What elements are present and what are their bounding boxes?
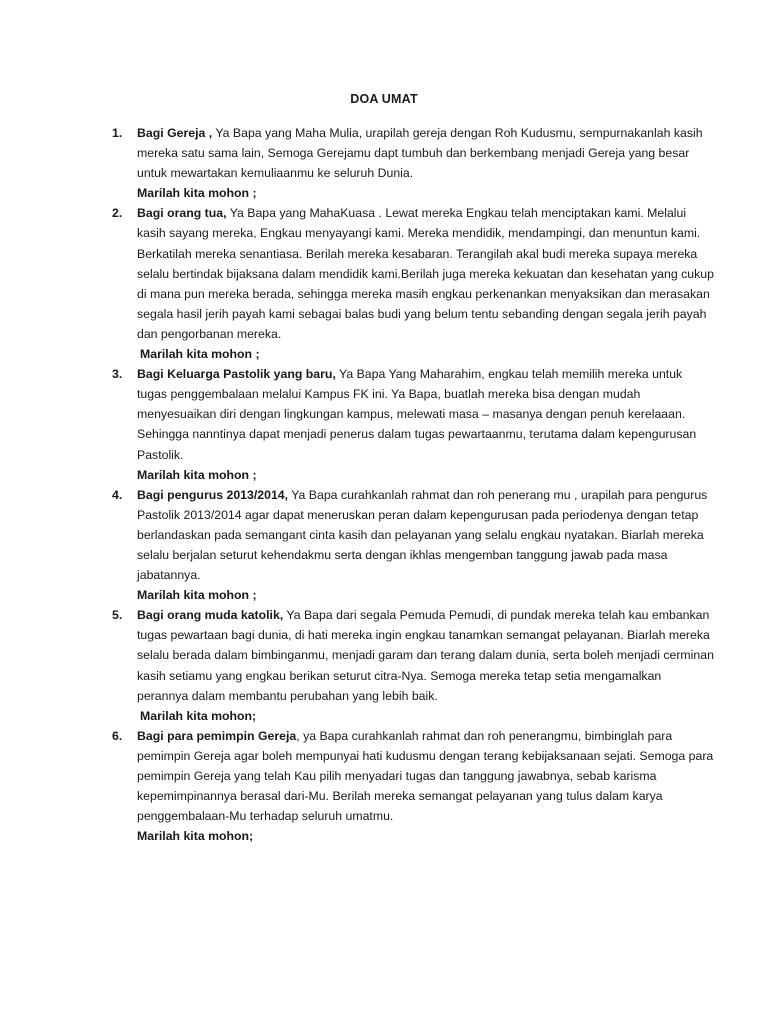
list-item bbox=[104, 203, 714, 364]
list-item bbox=[104, 726, 714, 847]
page-title: DOA UMAT bbox=[350, 92, 418, 106]
item-text: Ya Bapa Yang Maharahim, engkau telah memilih mereka untuk tugas penggembalaan melalui Kampus FK ini. Ya Bapa, buatlah mereka bisa dengan mudah menyesuaikan diri dengan lingkungan kampus, melewati masa – masanya dengan penuh kerelaaan. Sehingga nanntinya dapat menjadi penerus dalam tugas pewartaanmu, terutama dalam kepengurusan Pastolik. bbox=[137, 367, 697, 462]
item-lead: Bagi Gereja , bbox=[137, 126, 213, 140]
prayer-list bbox=[104, 123, 714, 846]
item-closing: Marilah kita mohon ; bbox=[137, 186, 257, 201]
item-closing: Marilah kita mohon; bbox=[137, 829, 254, 844]
item-number: 2. bbox=[112, 206, 123, 221]
item-text: Ya Bapa dari segala Pemuda Pemudi, di pundak mereka telah kau embankan tugas pewartaan bagi dunia, di hati mereka ingin engkau tanamkan semangat pelayanan. Biarlah mereka selalu berada dalam bimbinganmu, menjadi garam dan terang dalam dunia, serta boleh menjadi cerminan kasih setiamu yang engkau berikan seturut citra-Nya. Semoga mereka tetap setia mengamalkan perannya dalam membantu perubahan yang lebih baik. bbox=[137, 608, 714, 703]
list-item bbox=[104, 485, 714, 606]
list-item bbox=[104, 364, 714, 485]
item-lead: Bagi para pemimpin Gereja bbox=[137, 728, 297, 743]
item-text: Ya Bapa yang Maha Mulia, urapilah gereja dengan Roh Kudusmu, sempurnakanlah kasih mereka satu sama lain, Semoga Gerejamu dapt tumbuh dan berkembang menjadi Gereja yang besar untuk mewartakan kemuliaanmu ke seluruh Dunia. bbox=[137, 126, 703, 181]
item-closing: Marilah kita mohon ; bbox=[140, 347, 260, 362]
item-text: , ya Bapa curahkanlah rahmat dan roh penerangmu, bimbinglah para pemimpin Gereja agar boleh mempunyai hati kudusmu dengan terang kebijaksanaan sejati. Semoga para pemimpin Gereja yang telah Kau pilih menyadari tugas dan tanggung jawabnya, sebab karisma kepemimpinannya berasal dari-Mu. Berilah mereka semangat pelayanan yang tulus dalam karya penggembalaan-Mu terhadap seluruh umatmu. bbox=[137, 728, 714, 824]
item-closing: Marilah kita mohon ; bbox=[137, 588, 257, 603]
item-closing: Marilah kita mohon; bbox=[140, 708, 257, 723]
item-number: 3. bbox=[112, 367, 123, 382]
list-item bbox=[104, 123, 714, 203]
item-lead: Bagi pengurus 2013/2014, bbox=[137, 487, 289, 502]
item-closing: Marilah kita mohon ; bbox=[137, 467, 257, 482]
item-number: 4. bbox=[112, 487, 123, 502]
item-number: 5. bbox=[112, 608, 123, 623]
item-lead: Bagi orang muda katolik, bbox=[137, 608, 284, 623]
item-text: Ya Bapa yang MahaKuasa . Lewat mereka Engkau telah menciptakan kami. Melalui kasih sayang mereka, Engkau menyayangi kami. Mereka mendidik, mendampingi, dan menuntun kami. Berkatilah mereka senantiasa. Berilah mereka kesabaran. Terangilah akal budi mereka supaya mereka selalu bertindak bijaksana dalam mendidik kami.Berilah juga mereka kekuatan dan kesehatan yang cukup di mana pun mereka berada, sehingga mereka masih engkau perkenankan menyaksikan dan merasakan segala hasil jerih payah kami sebagai balas budi yang belum tentu sebanding dengan segala jerih payah dan pengorbanan mereka. bbox=[137, 206, 714, 341]
item-number: 1. bbox=[112, 126, 123, 140]
item-text: Ya Bapa curahkanlah rahmat dan roh penerang mu , urapilah para pengurus Pastolik 2013/2014 agar dapat meneruskan peran dalam kepengurusan pada periodenya dengan tetap berlandaskan pada semangant cinta kasih dan pelayanan yang selalu engkau nyatakan. Biarlah mereka selalu berjalan seturut kehendakmu serta dengan ikhlas mengemban tanggung jawab pada masa jabatannya. bbox=[137, 487, 708, 583]
item-number: 6. bbox=[112, 728, 123, 743]
item-lead: Bagi orang tua, bbox=[137, 206, 227, 221]
list-item bbox=[104, 605, 714, 726]
item-lead: Bagi Keluarga Pastolik yang baru, bbox=[137, 367, 336, 382]
